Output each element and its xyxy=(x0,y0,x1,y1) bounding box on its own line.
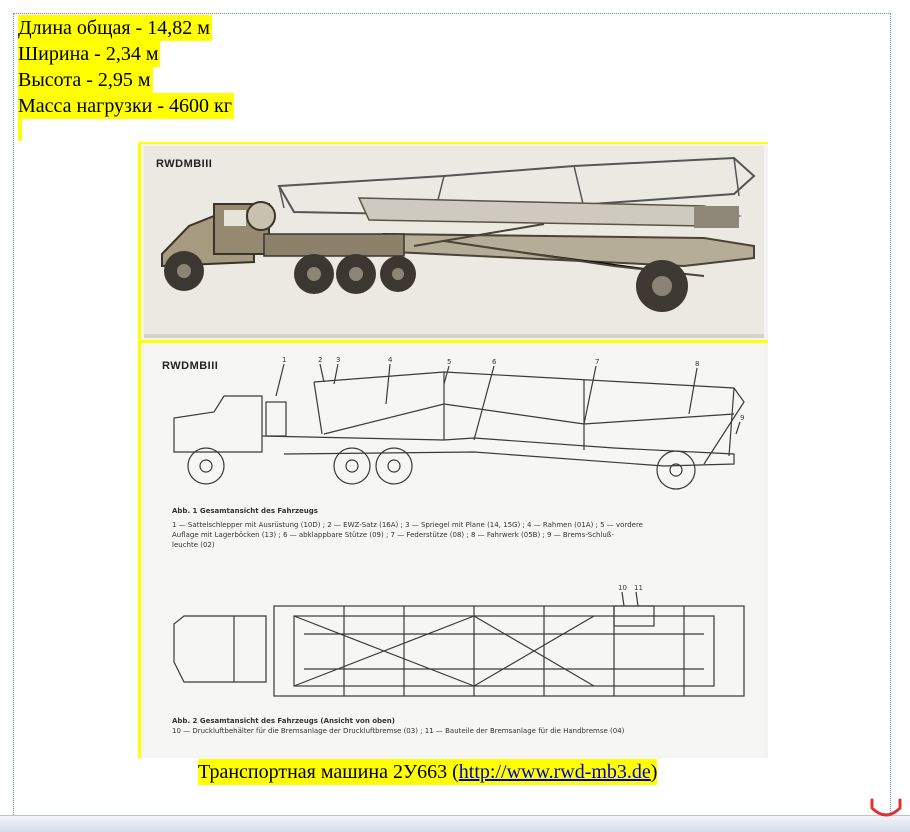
label-9: 9 xyxy=(740,414,745,422)
label-11: 11 xyxy=(634,584,643,592)
label-4: 4 xyxy=(388,356,393,364)
source-link[interactable]: http://www.rwd-mb3.de xyxy=(458,761,651,783)
abb1-text-line3: leuchte (02) xyxy=(172,541,215,549)
text-cursor-highlight xyxy=(18,119,22,141)
abb1-title: Abb. 1 Gesamtansicht des Fahrzeugs xyxy=(172,507,318,515)
label-6: 6 xyxy=(492,358,497,366)
technical-drawing xyxy=(144,344,764,756)
technical-drawing-lines xyxy=(144,344,764,756)
vehicle-photo xyxy=(144,146,764,338)
label-3: 3 xyxy=(336,356,341,364)
abb1-text-line2: Auflage mit Lagerböcken (13) ; 6 — abklappbare Stütze (09) ; 7 — Federstütze (08) ; 8 — Fahrwerk (05B) ; 9 — Brems-Schluß- xyxy=(172,531,614,539)
panel-divider xyxy=(141,340,768,343)
label-7: 7 xyxy=(595,358,600,366)
specs-block xyxy=(18,15,234,119)
drawing-plate-label: RWDMBIII xyxy=(162,360,219,372)
spec-height: Высота - 2,95 м xyxy=(18,69,151,91)
caption-text: Транспортная машина 2У663 ( xyxy=(198,761,459,783)
spec-payload: Масса нагрузки - 4600 кг xyxy=(18,95,232,117)
photo-plate-label: RWDMBIII xyxy=(156,158,213,170)
vehicle-figure xyxy=(138,142,768,758)
label-2: 2 xyxy=(318,356,323,364)
abb2-text: 10 — Druckluftbehälter für die Bremsanlage der Druckluftbremse (03) ; 11 — Bauteile der Bremsanlage für die Handbremse (04) xyxy=(172,727,625,735)
abb1-text-line1: 1 — Sattelschlepper mit Ausrüstung (10D) ; 2 — EWZ-Satz (16A) ; 3 — Spriegel mit Plane (14, 15G) ; 4 — Rahmen (01A) ; 5 — vordere xyxy=(172,521,643,529)
label-1: 1 xyxy=(282,356,287,364)
truck-photo-illustration xyxy=(144,146,764,338)
spec-length: Длина общая - 14,82 м xyxy=(18,17,210,39)
spec-width: Ширина - 2,34 м xyxy=(18,43,159,65)
caption-close: ) xyxy=(650,761,658,783)
bottom-toolbar xyxy=(0,815,910,832)
figure-caption xyxy=(198,759,657,785)
abb1-caption xyxy=(172,506,762,550)
abb2-title: Abb. 2 Gesamtansicht des Fahrzeugs (Ansicht von oben) xyxy=(172,717,395,725)
abb2-caption xyxy=(172,716,762,736)
smile-icon[interactable] xyxy=(866,796,906,820)
label-10: 10 xyxy=(618,584,627,592)
label-5: 5 xyxy=(447,358,452,366)
label-8: 8 xyxy=(695,360,700,368)
